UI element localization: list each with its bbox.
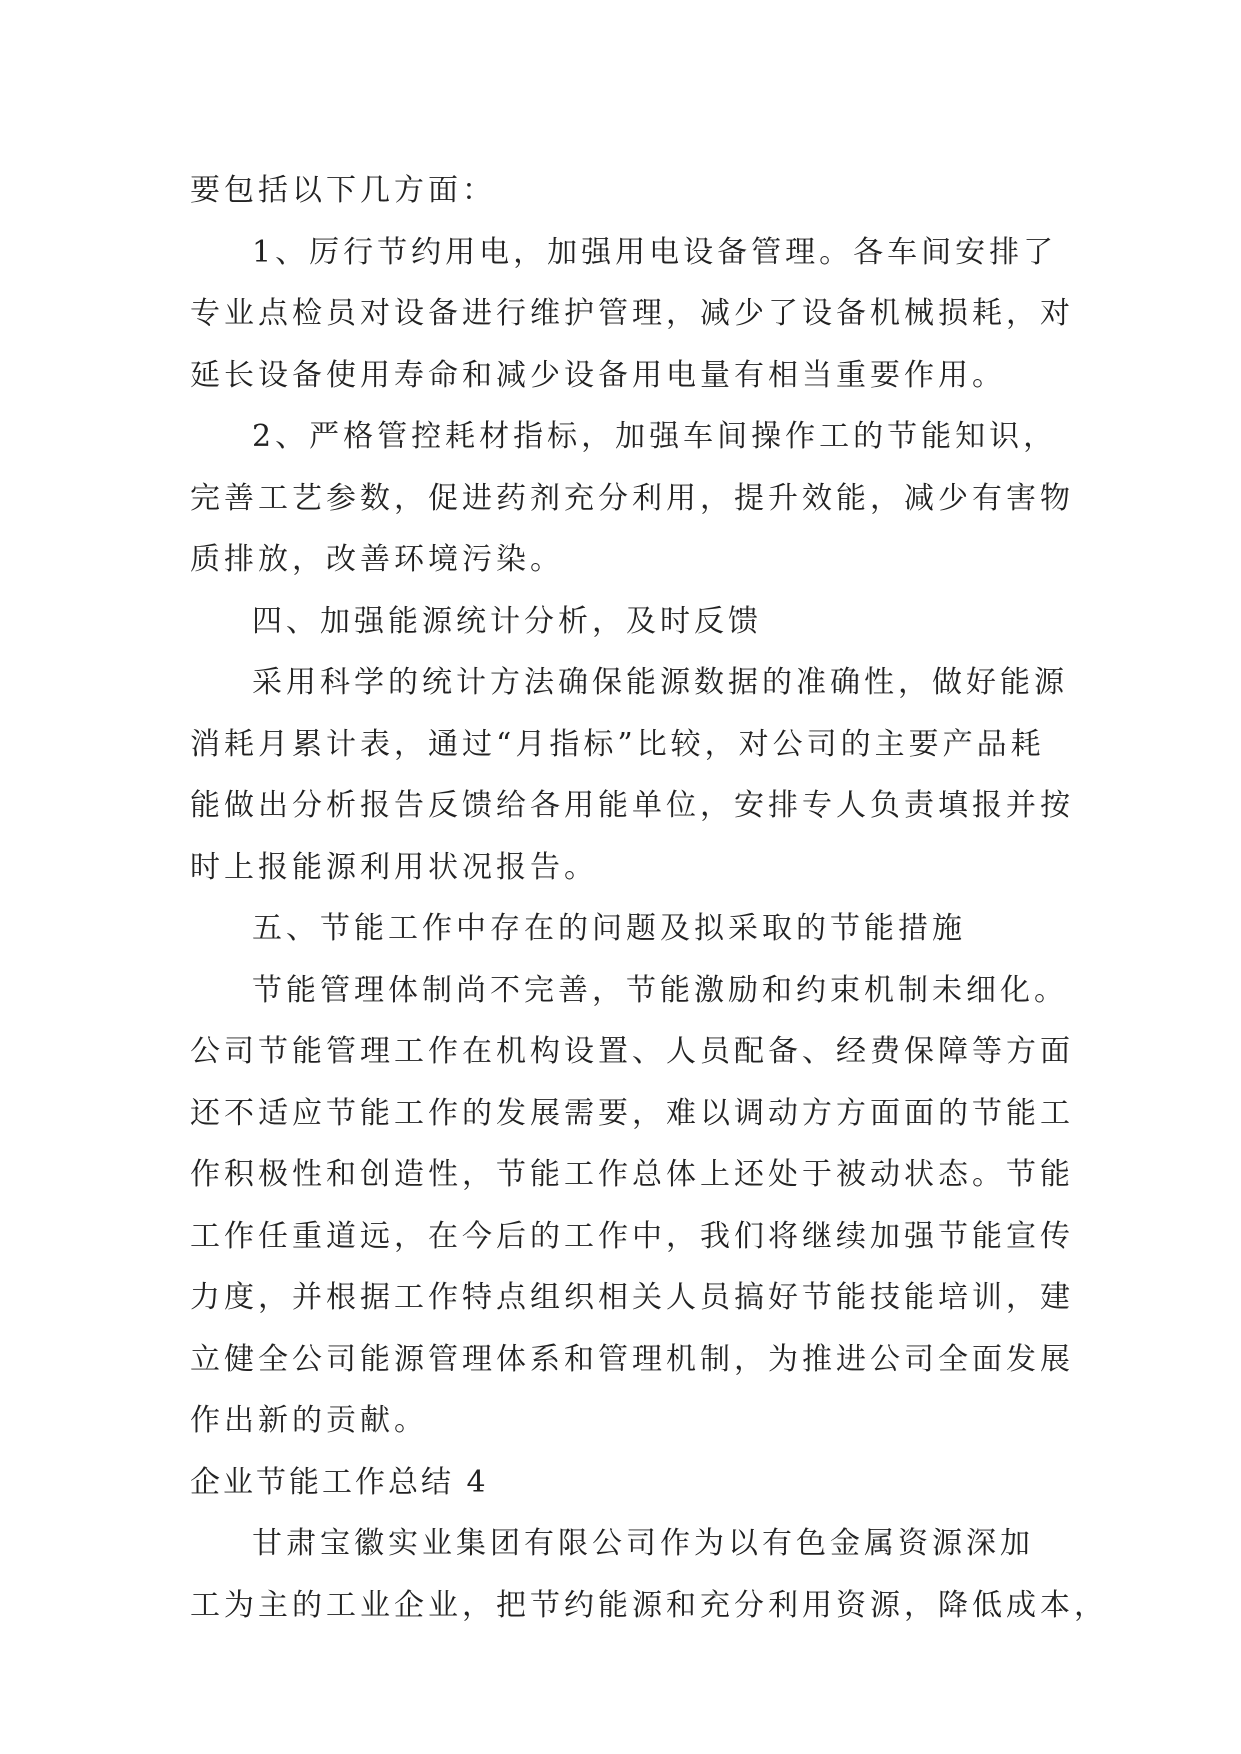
text-line: 完善工艺参数，促进药剂充分利用，提升效能，减少有害物 [190, 480, 1074, 516]
text-line: 2、严格管控耗材指标，加强车间操作工的节能知识， [252, 419, 1058, 454]
text-line: 延长设备使用寿命和减少设备用电量有相当重要作用。 [190, 357, 1006, 393]
text-line: 质排放，改善环境污染。 [190, 542, 564, 577]
text-line: 节能管理体制尚不完善，节能激励和约束机制未细化。 [252, 972, 1068, 1008]
text-line: 力度，并根据工作特点组织相关人员搞好节能技能培训，建 [190, 1280, 1074, 1315]
text-line: 要包括以下几方面： [190, 173, 496, 208]
text-line: 公司节能管理工作在机构设置、人员配备、经费保障等方面 [190, 1034, 1074, 1069]
text-line: 还不适应节能工作的发展需要，难以调动方方面面的节能工 [190, 1095, 1074, 1131]
text-line: 立健全公司能源管理体系和管理机制，为推进公司全面发展 [190, 1341, 1074, 1377]
text-line: 1、厉行节约用电，加强用电设备管理。各车间安排了 [252, 234, 1058, 270]
text-line: 能做出分析报告反馈给各用能单位，安排专人负责填报并按 [190, 788, 1074, 823]
text-line: 工作任重道远，在今后的工作中，我们将继续加强节能宣传 [190, 1218, 1074, 1254]
text-line: 作出新的贡献。 [190, 1403, 428, 1438]
document-body [190, 160, 1108, 1636]
text-line: 作积极性和创造性，节能工作总体上还处于被动状态。节能 [190, 1157, 1074, 1192]
text-line: 采用科学的统计方法确保能源数据的准确性，做好能源 [252, 665, 1068, 700]
text-line: 专业点检员对设备进行维护管理，减少了设备机械损耗，对 [190, 296, 1074, 331]
text-line: 四、加强能源统计分析，及时反馈 [252, 603, 762, 639]
text-line: 时上报能源利用状况报告。 [190, 849, 598, 885]
text-line: 工为主的工业企业，把节约能源和充分利用资源，降低成本， [190, 1587, 1108, 1623]
text-line: 消耗月累计表，通过“月指标”比较，对公司的主要产品耗 [190, 726, 1045, 762]
text-line: 甘肃宝徽实业集团有限公司作为以有色金属资源深加 [252, 1526, 1034, 1561]
section-heading: 企业节能工作总结 4 [190, 1464, 489, 1500]
text-line: 五、节能工作中存在的问题及拟采取的节能措施 [252, 911, 966, 946]
